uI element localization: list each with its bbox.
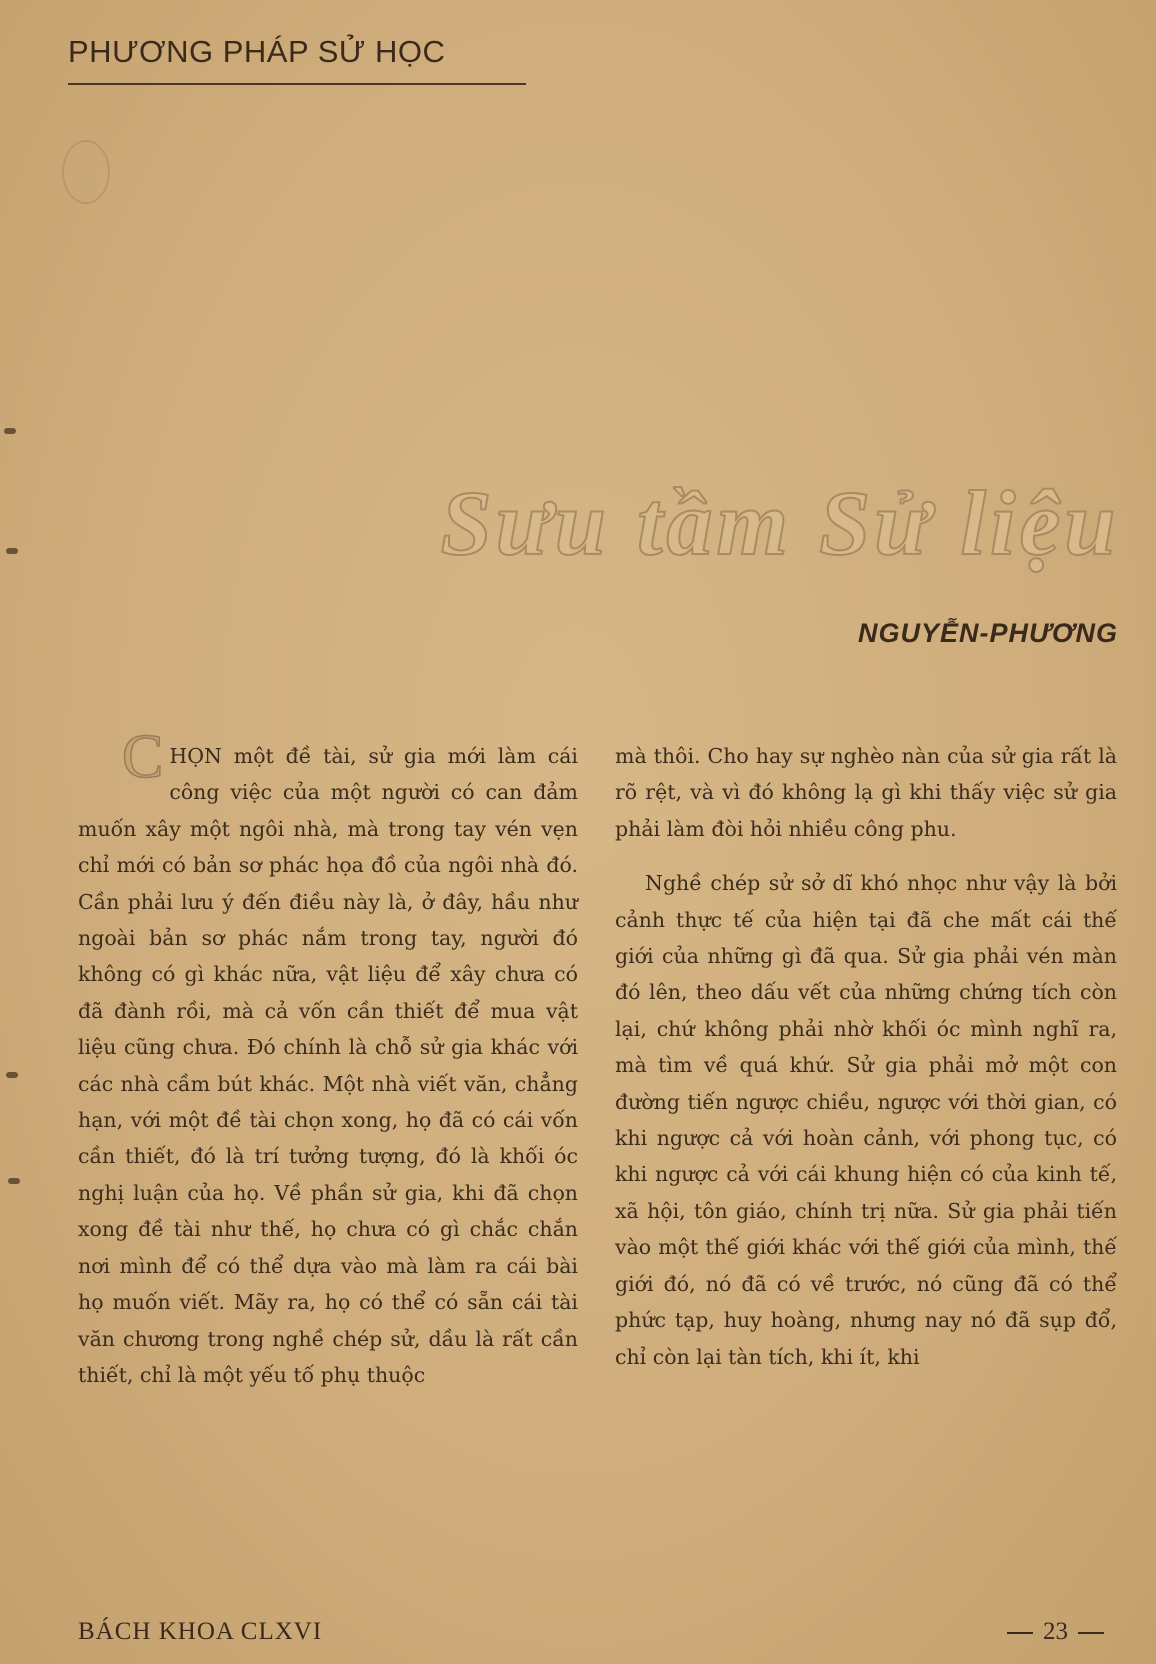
page-number: 23 <box>1043 1618 1068 1645</box>
page-dash-left <box>1007 1632 1033 1634</box>
running-header: PHƯƠNG PHÁP SỬ HỌC <box>68 34 446 69</box>
footer-publication: BÁCH KHOA CLXVI <box>78 1618 323 1645</box>
binding-hole-mark <box>4 428 16 434</box>
right-column <box>615 738 1117 1375</box>
binding-hole-mark <box>6 1072 18 1078</box>
paragraph-1 <box>78 723 578 1393</box>
binding-hole-mark <box>8 1178 20 1184</box>
footer-page <box>997 1618 1114 1646</box>
left-column <box>78 723 578 1393</box>
binding-hole-mark <box>6 548 18 554</box>
paragraph-2: Nghề chép sử sở dĩ khó nhọc như vậy là bởi cảnh thực tế của hiện tại đã che mất cái thế giới của những gì đã qua. Sử gia phải vén màn đó lên, theo dấu vết của những chứng tích còn lại, chứ không phải nhờ khối óc mình nghĩ ra, mà tìm về quá khứ. Sử gia phải mở một con đường tiến ngược chiều, ngược với thời gian, có khi ngược cả với hoàn cảnh, với phong tục, có khi ngược cả với cái khung hiện có của kinh tế, xã hội, tôn giáo, chính trị nữa. Sử gia phải tiến vào một thế giới khác với thế giới của mình, thế giới đó, nó đã có về trước, nó cũng đã có thể phức tạp, huy hoàng, nhưng nay nó đã sụp đổ, chỉ còn lại tàn tích, khi ít, khi <box>615 871 1117 1369</box>
article-title: Sưu tầm Sử liệu <box>440 472 1120 574</box>
section-number: 6 <box>62 140 110 204</box>
page-dash-right <box>1078 1632 1104 1634</box>
left-column-text: HỌN một đề tài, sử gia mới làm cái công việc của một người có can đảm muốn xây một ngôi nhà, mà trong tay vén vẹn chỉ mới có bản sơ phác họa đồ của ngôi nhà đó. Cần phải lưu ý đến điều này là, ở đây, hầu như ngoài bản sơ phác nắm trong tay, người đó không có gì khác nữa, vật liệu để xây chưa có đã đành rồi, mà cả vốn cần thiết để mua vật liệu cũng chưa. Đó chính là chỗ sử gia khác với các nhà cầm bút khác. Một nhà viết văn, chẳng hạn, với một đề tài chọn xong, họ đã có cái vốn cần thiết, đó là trí tưởng tượng, đó là khối óc nghị luận của họ. Về phần sử gia, khi đã chọn xong đề tài như thế, họ chưa có gì chắc chắn nơi mình để có thể dựa vào mà làm ra cái bài họ muốn viết. Mãy ra, họ có thể có sẵn cái tài văn chương trong nghề chép sử, dầu là rất cần thiết, chỉ là một yếu tố phụ thuộc <box>78 744 578 1387</box>
paragraph-1-continued: mà thôi. Cho hay sự nghèo nàn của sử gia rất là rõ rệt, và vì đó không lạ gì khi thấy việc sử gia phải làm đòi hỏi nhiều công phu. <box>615 744 1117 841</box>
article-author: NGUYỄN-PHƯƠNG <box>858 618 1118 648</box>
drop-cap: C <box>122 723 164 791</box>
header-rule <box>68 83 526 85</box>
